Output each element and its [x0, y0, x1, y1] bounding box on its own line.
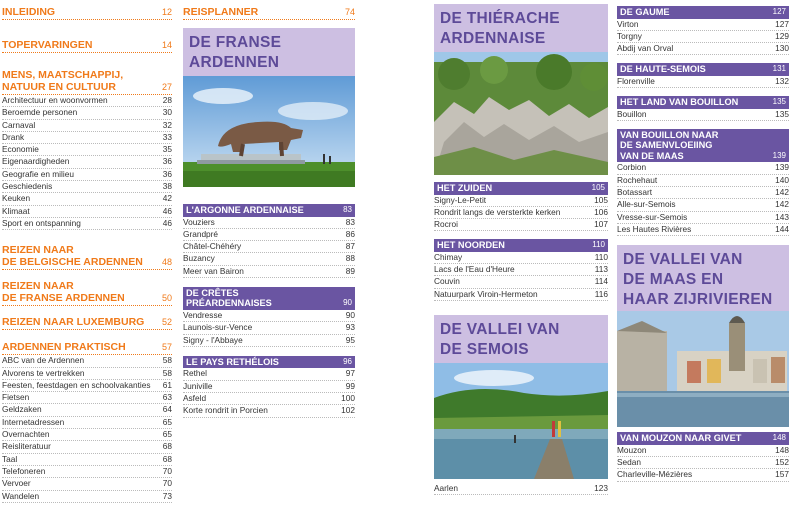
entry-label: Alvorens te vertrekken [2, 367, 85, 378]
entry-label: Korte rondrit in Porcien [183, 405, 268, 416]
page-number: 114 [594, 276, 608, 287]
page-number: 63 [162, 392, 172, 403]
toc-entry[interactable] [617, 162, 789, 174]
section-title: MENS, MAATSCHAPPIJ, NATUUR EN CULTUUR [2, 69, 124, 93]
toc-section [2, 316, 172, 330]
toc-entry-list [434, 252, 608, 301]
entry-label: Feesten, feestdagen en schoolvakanties [2, 379, 151, 390]
page-number: 142 [775, 199, 789, 210]
page-number: 86 [345, 228, 355, 239]
toc-entry-list [2, 355, 172, 503]
toc-entry-list [434, 483, 608, 495]
entry-label: ABC van de Ardennen [2, 355, 85, 366]
toc-section [2, 39, 172, 53]
toc-entry[interactable] [2, 181, 172, 193]
page-number: 113 [594, 264, 608, 275]
page-number: 83 [345, 216, 355, 227]
page-number: 52 [161, 317, 172, 328]
page-number: 48 [161, 257, 172, 268]
toc-entry[interactable] [183, 310, 355, 322]
toc-entry[interactable] [617, 445, 789, 457]
toc-entry[interactable] [434, 207, 608, 219]
toc-section [617, 6, 789, 55]
page-number: 93 [345, 322, 355, 333]
page-number: 139 [775, 162, 789, 173]
entry-label: Telefoneren [2, 465, 46, 476]
toc-entry[interactable] [2, 429, 172, 441]
toc-entry[interactable] [617, 187, 789, 199]
page-number: 96 [343, 356, 352, 366]
toc-section [617, 63, 789, 88]
page-number: 110 [594, 251, 608, 262]
section-title: HET LAND VAN BOUILLON [620, 97, 739, 108]
toc-section [183, 356, 355, 418]
toc-section-bar[interactable] [434, 182, 608, 195]
entry-label: Beroemde personen [2, 107, 78, 118]
page-number: 65 [162, 429, 172, 440]
toc-entry-list [617, 19, 789, 56]
toc-entry[interactable] [183, 241, 355, 253]
entry-label: Keuken [2, 193, 31, 204]
page-number: 30 [162, 107, 172, 118]
entry-label: Geografie en milieu [2, 168, 74, 179]
entry-label: Rethel [183, 368, 207, 379]
toc-entry[interactable] [183, 335, 355, 347]
toc-entry[interactable] [617, 43, 789, 55]
toc-entry[interactable] [2, 454, 172, 466]
dinant-town-photo [617, 311, 789, 427]
toc-section-heading[interactable] [2, 244, 172, 270]
section-title: DE GAUME [620, 7, 670, 17]
toc-entry[interactable] [2, 193, 172, 205]
page-number: 144 [775, 223, 789, 234]
toc-section-bar[interactable] [617, 432, 789, 445]
toc-section [617, 129, 789, 236]
toc-section-heading[interactable] [2, 316, 172, 330]
entry-label: Signy-Le-Petit [434, 194, 487, 205]
toc-entry[interactable] [434, 264, 608, 276]
toc-entry[interactable] [2, 132, 172, 144]
entry-label: Botassart [617, 187, 653, 198]
rock-formations-photo [434, 52, 608, 175]
entry-label: Sport en ontspanning [2, 217, 81, 228]
toc-entry[interactable] [183, 266, 355, 278]
page-number: 97 [345, 368, 355, 379]
toc-section [2, 244, 172, 270]
region-heading-vallei-semois: DE VALLEI VAN DE SEMOIS [434, 315, 608, 363]
toc-section [2, 341, 172, 503]
entry-label: Geschiedenis [2, 181, 53, 192]
entry-label: Vouziers [183, 216, 215, 227]
page-number: 143 [775, 211, 789, 222]
entry-label: Fietsen [2, 392, 30, 403]
entry-label: Internetadressen [2, 416, 65, 427]
entry-label: Rochehaut [617, 174, 658, 185]
entry-label: Charleville-Mézières [617, 469, 693, 480]
entry-label: Eigenaardigheden [2, 156, 70, 167]
page-number: 152 [775, 457, 789, 468]
toc-section [2, 280, 172, 306]
toc-entry[interactable] [2, 491, 172, 503]
page-number: 36 [162, 156, 172, 167]
page-number: 46 [162, 217, 172, 228]
page-number: 105 [594, 194, 608, 205]
toc-column-3 [434, 0, 608, 495]
toc-entry-list [617, 445, 789, 482]
toc-entry[interactable] [2, 206, 172, 218]
toc-entry[interactable] [617, 76, 789, 88]
toc-entry-list [183, 310, 355, 347]
toc-section-bar[interactable] [617, 96, 789, 109]
boar-statue-photo [183, 76, 355, 187]
toc-entry[interactable] [2, 107, 172, 119]
toc-column-4 [617, 0, 789, 482]
entry-label: Mouzon [617, 444, 647, 455]
toc-entry[interactable] [2, 95, 172, 107]
toc-entry[interactable] [617, 457, 789, 469]
page-number: 12 [161, 7, 172, 17]
page-number: 132 [775, 75, 789, 86]
toc-entry[interactable] [617, 212, 789, 224]
page-number: 87 [345, 241, 355, 252]
page-number: 42 [162, 193, 172, 204]
section-title: VAN MOUZON NAAR GIVET [620, 433, 742, 444]
toc-entry[interactable] [183, 381, 355, 393]
page-number: 50 [161, 293, 172, 304]
semois-river-photo [434, 363, 608, 479]
entry-label: Lacs de l'Eau d'Heure [434, 264, 515, 275]
toc-entry-list [183, 217, 355, 278]
entry-label: Les Hautes Rivières [617, 223, 692, 234]
toc-section-heading[interactable] [2, 69, 172, 95]
toc-entry[interactable] [617, 109, 789, 121]
page-number: 57 [161, 342, 172, 353]
entry-label: Launois-sur-Vence [183, 322, 253, 333]
toc-section-heading[interactable] [2, 341, 172, 355]
entry-label: Vresse-sur-Semois [617, 211, 688, 222]
page-number: 58 [162, 367, 172, 378]
toc-section [434, 182, 608, 231]
toc-section-heading[interactable] [2, 39, 172, 53]
page-number: 127 [772, 7, 786, 16]
section-title: HET NOORDEN [437, 240, 505, 251]
toc-entry-list [617, 76, 789, 88]
toc-section [434, 239, 608, 301]
region-heading-thierache: DE THIÉRACHE ARDENNAISE [434, 4, 608, 52]
toc-entry[interactable] [617, 469, 789, 481]
region-heading-franse-ardennen: DE FRANSE ARDENNEN [183, 28, 355, 76]
toc-entry[interactable] [434, 195, 608, 207]
page-number: 70 [162, 465, 172, 476]
entry-label: Rondrit langs de versterkte kerken [434, 206, 561, 217]
toc-entry[interactable] [2, 144, 172, 156]
page-number: 88 [345, 253, 355, 264]
page-number: 61 [162, 379, 172, 390]
section-title: REIZEN NAAR LUXEMBURG [2, 316, 145, 329]
entry-label: Architectuur en woonvormen [2, 95, 108, 105]
entry-label: Geldzaken [2, 404, 42, 415]
toc-column-2 [183, 0, 355, 418]
page-number: 106 [594, 206, 608, 217]
toc-entry[interactable] [183, 322, 355, 334]
page-number: 38 [162, 181, 172, 192]
toc-section-bar[interactable] [183, 204, 355, 217]
page-number: 73 [162, 490, 172, 501]
toc-entry[interactable] [2, 169, 172, 181]
page-number: 90 [343, 298, 352, 308]
toc-section-bar[interactable] [434, 239, 608, 252]
page-number: 130 [775, 43, 789, 54]
page-number: 95 [345, 334, 355, 345]
page-number: 102 [341, 405, 355, 416]
toc-entry[interactable] [2, 120, 172, 132]
section-title: INLEIDING [2, 6, 56, 18]
page-number: 70 [162, 478, 172, 489]
page-number: 105 [591, 183, 605, 192]
toc-section [183, 204, 355, 278]
section-title: ARDENNEN PRAKTISCH [2, 341, 126, 354]
entry-label: Couvin [434, 276, 460, 287]
toc-entry-list [617, 109, 789, 121]
page-number: 14 [161, 40, 172, 50]
toc-section [183, 287, 355, 347]
toc-entry[interactable] [434, 483, 608, 495]
toc-entry[interactable] [2, 478, 172, 490]
entry-label: Klimaat [2, 205, 30, 216]
entry-label: Grandpré [183, 228, 219, 239]
page-number: 83 [343, 205, 352, 214]
page-number: 135 [772, 97, 786, 107]
toc-section-heading[interactable] [2, 280, 172, 306]
toc-section-heading[interactable] [183, 6, 355, 20]
toc-entry[interactable] [434, 276, 608, 288]
page-number: 68 [162, 441, 172, 452]
entry-label: Drank [2, 131, 25, 142]
page-number: 131 [772, 64, 786, 74]
entry-label: Chimay [434, 251, 463, 262]
page-number: 33 [162, 131, 172, 142]
section-title: DE HAUTE-SEMOIS [620, 64, 706, 75]
toc-entry[interactable] [2, 218, 172, 230]
section-title: REIZEN NAAR DE BELGISCHE ARDENNEN [2, 244, 143, 269]
page-number: 36 [162, 168, 172, 179]
toc-section [2, 69, 172, 230]
toc-section-bar[interactable] [617, 6, 789, 19]
toc-section [2, 6, 172, 20]
toc-entry[interactable] [434, 289, 608, 301]
toc-entry[interactable] [2, 368, 172, 380]
entry-label: Rocroi [434, 219, 458, 230]
toc-section-bar[interactable] [617, 63, 789, 76]
entry-label: Corbion [617, 162, 647, 173]
entry-label: Sedan [617, 457, 641, 468]
toc-entry[interactable] [617, 175, 789, 187]
toc-entry[interactable] [617, 224, 789, 236]
toc-entry[interactable] [183, 368, 355, 380]
toc-entry[interactable] [434, 252, 608, 264]
page-number: 99 [345, 380, 355, 391]
page-number: 127 [775, 18, 789, 29]
entry-label: Aarlen [434, 483, 458, 494]
entry-label: Economie [2, 144, 39, 155]
entry-label: Wandelen [2, 490, 40, 501]
page-number: 89 [345, 265, 355, 276]
entry-label: Châtel-Chéhéry [183, 241, 242, 252]
section-title: VAN BOUILLON NAAR DE SAMENVLOEIING VAN DE MAAS [620, 129, 719, 161]
section-title: L'ARGONNE ARDENNAISE [186, 205, 304, 215]
toc-entry[interactable] [2, 380, 172, 392]
toc-section [617, 432, 789, 481]
page-number: 129 [775, 30, 789, 41]
toc-entry[interactable] [2, 392, 172, 404]
page-number: 148 [772, 433, 786, 443]
entry-label: Vervoer [2, 478, 31, 489]
section-title: HET ZUIDEN [437, 183, 493, 193]
page-number: 65 [162, 416, 172, 427]
page-number: 35 [162, 144, 172, 155]
toc-entry[interactable] [617, 31, 789, 43]
entry-label: Meer van Bairon [183, 265, 244, 276]
page-number: 27 [161, 82, 172, 92]
page-number: 139 [772, 150, 786, 160]
page-number: 110 [592, 240, 605, 250]
page-number: 32 [162, 119, 172, 130]
entry-label: Vendresse [183, 309, 223, 320]
toc-entry[interactable] [2, 466, 172, 478]
entry-label: Abdij van Orval [617, 43, 674, 54]
toc-entry[interactable] [183, 393, 355, 405]
toc-entry[interactable] [2, 441, 172, 453]
toc-section-heading[interactable] [2, 6, 172, 20]
page-number: 157 [775, 469, 789, 480]
page-number: 68 [162, 453, 172, 464]
page-number: 74 [344, 7, 355, 17]
section-title: REIZEN NAAR DE FRANSE ARDENNEN [2, 280, 125, 305]
toc-entry[interactable] [2, 404, 172, 416]
toc-entry[interactable] [2, 156, 172, 168]
region-heading-vallei-maas: DE VALLEI VAN DE MAAS EN HAAR ZIJRIVIEREN [617, 245, 789, 311]
entry-label: Alle-sur-Semois [617, 199, 676, 210]
toc-section-bar[interactable] [183, 287, 355, 310]
toc-column-1 [2, 0, 172, 503]
page-number: 58 [162, 355, 172, 366]
toc-entry-list [434, 195, 608, 232]
toc-entry[interactable] [434, 219, 608, 231]
toc-section-bar[interactable] [183, 356, 355, 369]
toc-entry[interactable] [617, 19, 789, 31]
toc-entry-list [2, 95, 172, 230]
toc-entry-list [617, 162, 789, 236]
section-title: TOPERVARINGEN [2, 39, 93, 51]
page-number: 46 [162, 205, 172, 216]
page-number: 100 [341, 392, 355, 403]
toc-section-bar[interactable] [617, 129, 789, 163]
section-title: LE PAYS RETHÉLOIS [186, 356, 279, 367]
toc-entry[interactable] [183, 217, 355, 229]
toc-section [617, 96, 789, 121]
entry-label: Buzancy [183, 253, 215, 264]
entry-label: Natuurpark Viroin-Hermeton [434, 288, 538, 299]
toc-entry[interactable] [183, 405, 355, 417]
entry-label: Torgny [617, 30, 642, 41]
page-number: 64 [162, 404, 172, 415]
entry-label: Overnachten [2, 429, 50, 440]
page-number: 123 [594, 483, 608, 494]
toc-entry[interactable] [617, 199, 789, 211]
page-number: 107 [594, 219, 608, 230]
toc-entry[interactable] [2, 355, 172, 367]
section-title: DE CRÊTES PRÉARDENNAISES [186, 287, 272, 309]
entry-label: Virton [617, 18, 639, 29]
page-number: 140 [775, 174, 789, 185]
page-number: 116 [594, 288, 608, 299]
toc-entry[interactable] [183, 253, 355, 265]
entry-label: Taal [2, 453, 18, 464]
page-number: 28 [162, 95, 172, 105]
toc-entry[interactable] [183, 229, 355, 241]
entry-label: Florenville [617, 75, 655, 86]
section-title: REISPLANNER [183, 6, 259, 18]
toc-entry-list [183, 368, 355, 417]
entry-label: Reisliteratuur [2, 441, 51, 452]
entry-label: Asfeld [183, 392, 207, 403]
entry-label: Juniville [183, 380, 213, 391]
entry-label: Carnaval [2, 119, 36, 130]
page-number: 148 [775, 444, 789, 455]
page-number: 142 [775, 187, 789, 198]
toc-entry[interactable] [2, 417, 172, 429]
page-number: 90 [345, 309, 355, 320]
page-number: 135 [775, 108, 789, 119]
entry-label: Bouillon [617, 108, 647, 119]
entry-label: Signy - l'Abbaye [183, 334, 243, 345]
